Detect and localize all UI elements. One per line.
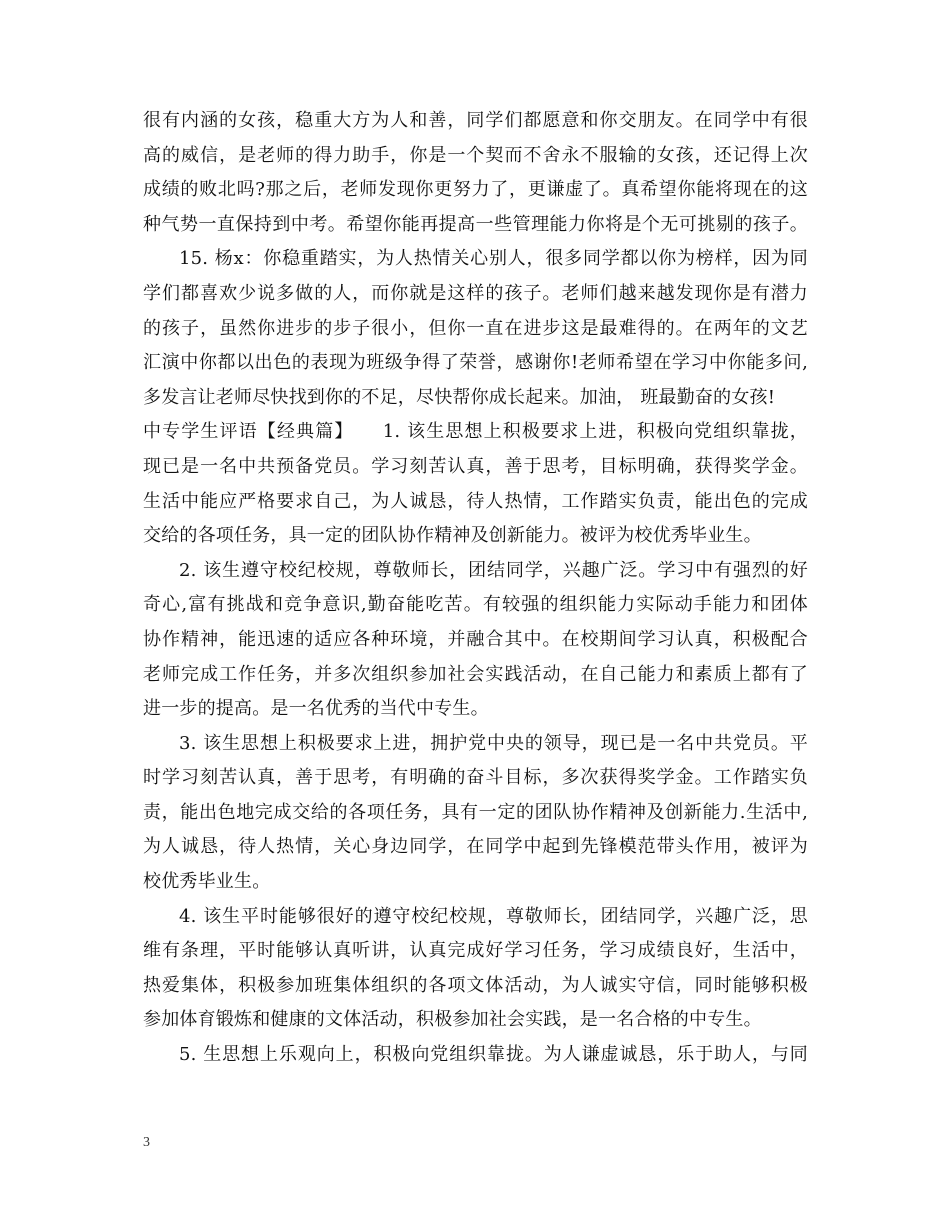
text-line: 参加体育锻炼和健康的文体活动，积极参加社会实践，是一名合格的中专生。 xyxy=(143,1009,762,1031)
page-number: 3 xyxy=(143,1135,150,1150)
text-line: 校优秀毕业生。 xyxy=(143,871,271,893)
text-line: 奇心,富有挑战和竞争意识,勤奋能吃苦。有较强的组织能力实际动手能力和团体 xyxy=(143,594,808,616)
text-line: 为人诚恳，待人热情，关心身边同学，在同学中起到先锋模范带头作用，被评为 xyxy=(143,836,808,858)
text-line: 责，能出色地完成交给的各项任务，具有一定的团队协作精神及创新能力.生活中, xyxy=(143,801,808,823)
text-line: 3. 该生思想上积极要求上进，拥护党中央的领导，现已是一名中共党员。平 xyxy=(179,732,808,754)
text-line: 的孩子，虽然你进步的步子很小，但你一直在进步这是最难得的。在两年的文艺 xyxy=(143,317,808,339)
text-line: 现已是一名中共预备党员。学习刻苦认真，善于思考，目标明确，获得奖学金。 xyxy=(143,455,808,477)
text-line: 生活中能应严格要求自己，为人诚恳，待人热情，工作踏实负责，能出色的完成 xyxy=(143,490,808,512)
text-line: 5. 生思想上乐观向上，积极向党组织靠拢。为人谦虚诚恳，乐于助人，与同 xyxy=(179,1044,808,1066)
text-line: 15. 杨x：你稳重踏实，为人热情关心别人，很多同学都以你为榜样，因为同 xyxy=(179,248,808,270)
text-line: 学们都喜欢少说多做的人，而你就是这样的孩子。老师们越来越发现你是有潜力 xyxy=(143,282,808,304)
text-line: 进一步的提高。是一名优秀的当代中专生。 xyxy=(143,698,489,720)
text-line: 汇演中你都以出色的表现为班级争得了荣誉，感谢你!老师希望在学习中你能多问, xyxy=(143,352,808,374)
text-line: 协作精神，能迅速的适应各种环境，并融合其中。在校期间学习认真，积极配合 xyxy=(143,628,808,650)
text-line: 4. 该生平时能够很好的遵守校纪校规，尊敬师长，团结同学，兴趣广泛，思 xyxy=(179,905,808,927)
text-line: 热爱集体，积极参加班集体组织的各项文体活动，为人诚实守信，同时能够积极 xyxy=(143,974,808,996)
text-line: 多发言让老师尽快找到你的不足，尽快帮你成长起来。加油， 班最勤奋的女孩! xyxy=(143,386,776,408)
text-line: 成绩的败北吗?那之后，老师发现你更努力了，更谦虚了。真希望你能将现在的这 xyxy=(143,179,808,201)
text-line: 时学习刻苦认真，善于思考，有明确的奋斗目标，多次获得奖学金。工作踏实负 xyxy=(143,767,808,789)
text-line: 2. 该生遵守校纪校规，尊敬师长，团结同学，兴趣广泛。学习中有强烈的好 xyxy=(179,559,808,581)
text-line: 高的威信，是老师的得力助手，你是一个契而不舍永不服输的女孩，还记得上次 xyxy=(143,144,808,166)
text-line: 很有内涵的女孩，稳重大方为人和善，同学们都愿意和你交朋友。在同学中有很 xyxy=(143,110,808,131)
text-line: 维有条理，平时能够认真听讲，认真完成好学习任务，学习成绩良好，生活中， xyxy=(143,940,808,962)
text-line: 交给的各项任务，具一定的团队协作精神及创新能力。被评为校优秀毕业生。 xyxy=(143,525,762,547)
section-heading-line: 中专学生评语【经典篇】 1. 该生思想上积极要求上进，积极向党组织靠拢， xyxy=(143,421,808,443)
text-line: 老师完成工作任务，并多次组织参加社会实践活动，在自己能力和素质上都有了 xyxy=(143,663,808,685)
document-body xyxy=(143,104,808,1073)
text-line: 种气势一直保持到中考。希望你能再提高一些管理能力你将是个无可挑剔的孩子。 xyxy=(143,213,808,235)
